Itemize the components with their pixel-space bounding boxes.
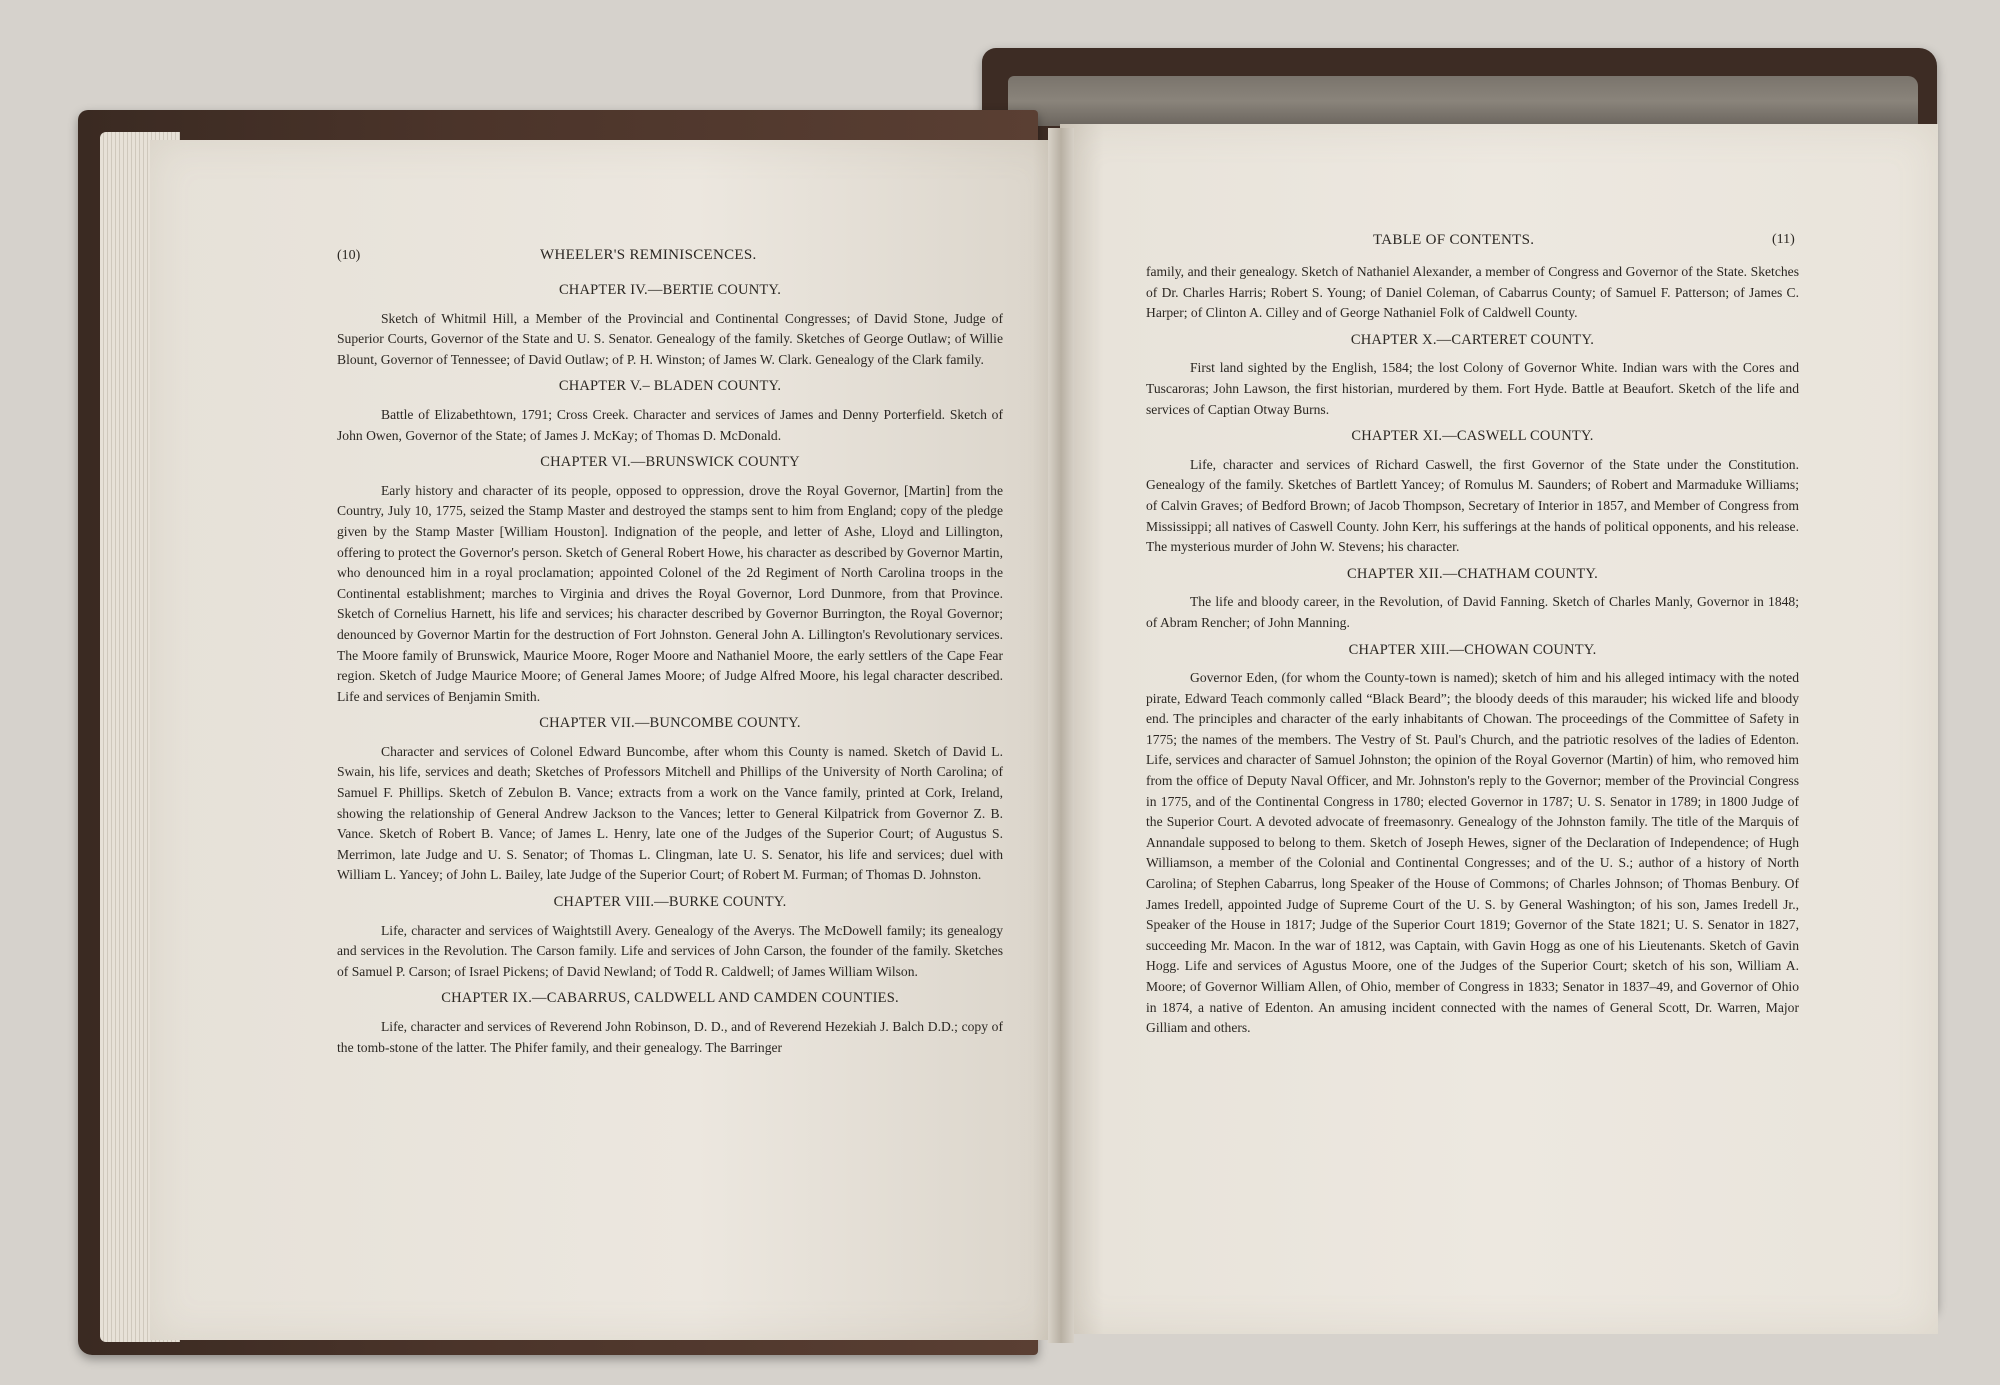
chapter-summary: Life, character and services of Reverend John Robinson, D. D., and of Reverend Hezekiah J. Balch D.D.; copy of the tomb-stone of the latter. The Phifer family, and their genealogy. The Barringer (337, 1019, 1003, 1055)
left-page-body (337, 246, 1003, 1064)
book-gutter (1048, 128, 1074, 1343)
chapter-summary: Battle of Elizabethtown, 1791; Cross Creek. Character and services of James and Denny Porterfield. Sketch of John Owen, Governor of the State; of James J. McKay; of Thomas D. McDonald. (337, 406, 1003, 443)
chapter-heading: CHAPTER XI.—CASWELL COUNTY. (1351, 428, 1594, 445)
left-page-number: (10) (337, 248, 361, 263)
chapter-heading: CHAPTER X.—CARTERET COUNTY. (1350, 331, 1595, 348)
chapter-summary: Early history and character of its people, opposed to oppression, drove the Royal Governor, [Martin] from the Country, July 10, 1775, seized the Stamp Master and destroyed the stamps sent to him from England; copy of the pledge given by the Stamp Master [William Houston]. Indignation of the people, and letter of Ashe, Lloyd and Lillington, offering to protect the Governor's person. Sketch of General Robert Howe, his character as described by Governor Martin, who denounced him in a royal proclamation; appointed Colonel of the 2d Regiment of North Carolina troops in the Continental establishment; marches to Virginia and drives the Royal Governor, Lord Dunmore, from that Province. Sketch of Cornelius Harnett, his life and services; his character described by Governor Burrington, the Royal Governor; denounced by Governor Martin for the destruction of Fort Johnston. General John A. Lillington's Revolutionary services. The Moore family of Brunswick, Maurice Moore, Roger Moore and Nathaniel Moore, the early settlers of the Cape Fear region. Sketch of Judge Maurice Moore; of General James Moore; of Judge Alfred Moore, his legal character described. Life and services of Benjamin Smith. (337, 482, 1003, 704)
chapter-summary: Governor Eden, (for whom the County-town is named); sketch of him and his alleged intimacy with the noted pirate, Edward Teach commonly called “Black Beard”; the bloody deeds of this marauder; his wicked life and bloody end. The principles and character of the early inhabitants of Chowan. The proceedings of the Committee of Safety in 1775; the names of the members. The Vestry of St. Paul's Church, and the patriotic resolves of the ladies of Edenton. Life, services and character of Samuel Johnston; the opinion of the Royal Governor (Martin) of him, who removed him from the office of Deputy Naval Officer, and Mr. Johnston's reply to the Governor; member of the Provincial Congress in 1775, and of the Continental Congress in 1780; elected Governor in 1787; U. S. Senator in 1789; in 1800 Judge of the Superior Court. A devoted advocate of freemasonry. Genealogy of the Johnston family. The title of the Marquis of Annandale supposed to belong to them. Sketch of Joseph Hewes, signer of the Declaration of Independence; of Hugh Williamson, a member of the Colonial and Continental Congresses; and of the U. S.; author of a history of North Carolina; of Stephen Cabarrus, long Speaker of the House of Commons; of Charles Johnson; of Thomas Benbury. Of James Iredell, appointed Judge of Supreme Court of the U. S. by General Washington; of his son, James Iredell Jr., Speaker of the House in 1817; Judge of the Superior Court 1819; Governor of the State 1821; U. S. Senator in 1827, succeeding Mr. Macon. In the war of 1812, was Captain, with Gavin Hogg as one of his Lieutenants. Sketch of Gavin Hogg. Life and services of Agustus Moore, one of the Judges of the Superior Court; sketch of his son, William A. Moore; of Governor William Allen, of Ohio, member of Congress in 1833; Senator in 1837–49, and Governor of Ohio in 1874, a native of Edenton. An amusing incident connected with the names of General Scott, Dr. Warren, Major Gilliam and others. (1146, 670, 1799, 1036)
chapter-heading: CHAPTER IX.—CABARRUS, CALDWELL AND CAMDEN COUNTIES. (441, 990, 899, 1007)
right-page-number: (11) (1772, 232, 1795, 247)
continuation-text: family, and their genealogy. Sketch of Nathaniel Alexander, a member of Congress and Governor of the State. Sketches of Dr. Charles Harris; Robert S. Young; of Daniel Coleman, of Cabarrus County; of Samuel F. Patterson; of James C. Harper; of Clinton A. Cilley and of George Nathaniel Folk of Caldwell County. (1146, 264, 1799, 321)
chapter-summary: Life, character and services of Richard Caswell, the first Governor of the State under the Constitution. Genealogy of the family. Sketches of Bartlett Yancey; of Romulus M. Saunders; of Robert and Marmaduke Williams; of Calvin Graves; of Bedford Brown; of Jacob Thompson, Secretary of Interior in 1857, and Member of Congress from Mississippi; all natives of Caswell County. John Kerr, his sufferings at the hands of political opponents, and his release. The mysterious murder of John W. Stevens; his character. (1146, 456, 1799, 555)
chapter-heading: CHAPTER VI.—BRUNSWICK COUNTY (540, 454, 800, 471)
chapter-heading: CHAPTER IV.—BERTIE COUNTY. (558, 282, 782, 298)
chapter-summary: Sketch of Whitmil Hill, a Member of the Provincial and Continental Congresses; of David Stone, Judge of Superior Courts, Governor of the State and U. S. Senator. Genealogy of the family. Sketches of George Outlaw; of Willie Blount, Governor of Tennessee; of David Outlaw; of P. H. Winston; of James W. Clark. Genealogy of the Clark family. (337, 310, 1003, 367)
chapter-summary: Character and services of Colonel Edward Buncombe, after whom this County is named. Sketch of David L. Swain, his life, services and death; Sketches of Professors Mitchell and Phillips of the University of North Carolina; of Samuel F. Phillips. Sketch of Zebulon B. Vance; extracts from a work on the Vance family, printed at Cork, Ireland, showing the relationship of General Andrew Jackson to the Vances; letter to General Kilpatrick from Governor Z. B. Vance. Sketch of Robert B. Vance; of James L. Henry, late one of the Judges of the Superior Court; of Augustus S. Merrimon, late Judge and U. S. Senator; of Thomas L. Clingman, late U. S. Senator, his life and services; duel with William L. Yancey; of John L. Bailey, late Judge of the Superior Court; of Robert M. Furman; of Thomas D. Johnston. (337, 743, 1003, 883)
chapter-heading: CHAPTER V.– BLADEN COUNTY. (558, 378, 782, 395)
right-running-head: TABLE OF CONTENTS. (1373, 232, 1535, 248)
chapter-heading: CHAPTER VIII.—BURKE COUNTY. (553, 894, 787, 911)
chapter-heading: CHAPTER XII.—CHATHAM COUNTY. (1346, 565, 1599, 582)
page-edges (1008, 76, 1918, 126)
chapter-heading: CHAPTER XIII.—CHOWAN COUNTY. (1348, 641, 1597, 658)
chapter-summary: Life, character and services of Waightstill Avery. Genealogy of the Averys. The McDowell family; its genealogy and services in the Revolution. The Carson family. Life and services of John Carson, the founder of the family. Sketches of Samuel P. Carson; of Israel Pickens; of David Newland; of Todd R. Caldwell; of James William Wilson. (337, 922, 1003, 979)
chapter-heading: CHAPTER VII.—BUNCOMBE COUNTY. (539, 715, 801, 732)
right-page-body (1146, 262, 1799, 1045)
chapter-summary: First land sighted by the English, 1584; the lost Colony of Governor White. Indian wars with the Cores and Tuscaroras; John Lawson, the first historian, murdered by them. Fort Hyde. Battle at Beaufort. Sketch of the life and services of Captian Otway Burns. (1146, 360, 1799, 417)
chapter-summary: The life and bloody career, in the Revolution, of David Fanning. Sketch of Charles Manly, Governor in 1848; of Abram Rencher; of John Manning. (1146, 594, 1799, 630)
left-running-head: WHEELER'S REMINISCENCES. (540, 247, 757, 263)
